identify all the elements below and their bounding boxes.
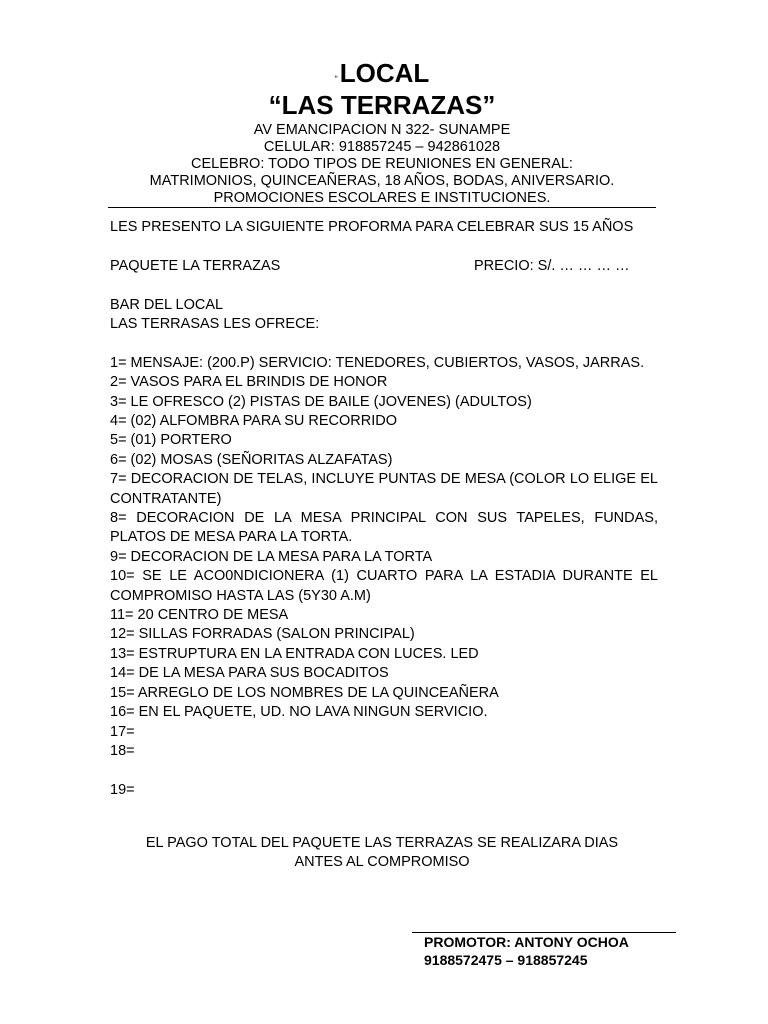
intro-paragraph: LES PRESENTO LA SIGUIENTE PROFORMA PARA CELEBRAR SUS 15 AÑOS — [110, 219, 634, 235]
payment-note-line-2: ANTES AL COMPROMISO — [294, 854, 470, 871]
service-item: 9= DECORACION DE LA MESA PARA LA TORTA — [110, 548, 433, 565]
service-item: 18= — [110, 742, 135, 759]
service-item: 16= EN EL PAQUETE, UD. NO LAVA NINGUN SERVICIO. — [110, 704, 488, 721]
service-item: 11= 20 CENTRO DE MESA — [110, 607, 289, 624]
services-list — [110, 354, 658, 800]
service-item: 8= DECORACION DE LA MESA PRINCIPAL CON SUS TAPELES, FUNDAS, PLATOS DE MESA PARA LA TORTA. — [110, 510, 658, 546]
service-item: 1= MENSAJE: (200.P) SERVICIO: TENEDORES, CUBIERTOS, VASOS, JARRAS. — [110, 354, 645, 371]
offer-title: LAS TERRASAS LES OFRECE: — [110, 315, 320, 332]
payment-note — [108, 834, 656, 873]
package-name: PAQUETE LA TERRAZAS — [110, 257, 281, 274]
title-local — [108, 58, 656, 88]
signature-block — [424, 933, 629, 969]
letterhead — [108, 58, 656, 207]
promos-line: PROMOCIONES ESCOLARES E INSTITUCIONES. — [213, 190, 551, 206]
service-item: 15= ARREGLO DE LOS NOMBRES DE LA QUINCEAÑERA — [110, 684, 499, 701]
package-row — [110, 257, 658, 276]
phone-line: CELULAR: 918857245 – 942861028 — [263, 139, 501, 155]
service-item: 4= (02) ALFOMBRA PARA SU RECORRIDO — [110, 413, 397, 429]
title-las-terrazas: “LAS TERRAZAS” — [268, 90, 496, 120]
service-item: 5= (01) PORTERO — [110, 432, 232, 449]
service-item: 6= (02) MOSAS (SEÑORITAS ALZAFATAS) — [110, 451, 393, 468]
title-local-text: LOCAL — [339, 58, 430, 88]
service-item: 17= — [110, 723, 135, 740]
payment-note-line-1: EL PAGO TOTAL DEL PAQUETE LAS TERRAZAS SE REALIZARA DIAS — [145, 835, 619, 851]
open-quote: “ — [334, 74, 338, 84]
service-item: 19= — [110, 781, 135, 798]
events-line: MATRIMONIOS, QUINCEAÑERAS, 18 AÑOS, BODAS, ANIVERSARIO. — [149, 173, 615, 189]
service-item: 10= SE LE ACO0NDICIONERA (1) CUARTO PARA LA ESTADIA DURANTE EL COMPROMISO HASTA LAS (5Y30 A.M) — [110, 568, 658, 604]
bar-title: BAR DEL LOCAL — [110, 296, 224, 313]
service-item: 12= SILLAS FORRADAS (SALON PRINCIPAL) — [110, 626, 415, 643]
package-price: PRECIO: S/. … … … … — [474, 257, 630, 274]
celebrate-line: CELEBRO: TODO TIPOS DE REUNIONES EN GENERAL: — [191, 156, 573, 172]
proforma-body — [110, 218, 658, 800]
header-divider — [108, 207, 656, 208]
promoter-phones: 9188572475 – 918857245 — [424, 952, 588, 968]
service-item: 2= VASOS PARA EL BRINDIS DE HONOR — [110, 374, 388, 391]
service-item: 7= DECORACION DE TELAS, INCLUYE PUNTAS DE MESA (COLOR LO ELIGE EL CONTRATANTE) — [110, 471, 658, 507]
address-line: AV EMANCIPACION N 322- SUNAMPE — [253, 122, 511, 138]
promoter-name: PROMOTOR: ANTONY OCHOA — [424, 934, 629, 950]
service-item: 3= LE OFRESCO (2) PISTAS DE BAILE (JOVENES) (ADULTOS) — [110, 393, 532, 410]
service-item: 14= DE LA MESA PARA SUS BOCADITOS — [110, 665, 389, 682]
service-item: 13= ESTRUPTURA EN LA ENTRADA CON LUCES. LED — [110, 645, 479, 662]
